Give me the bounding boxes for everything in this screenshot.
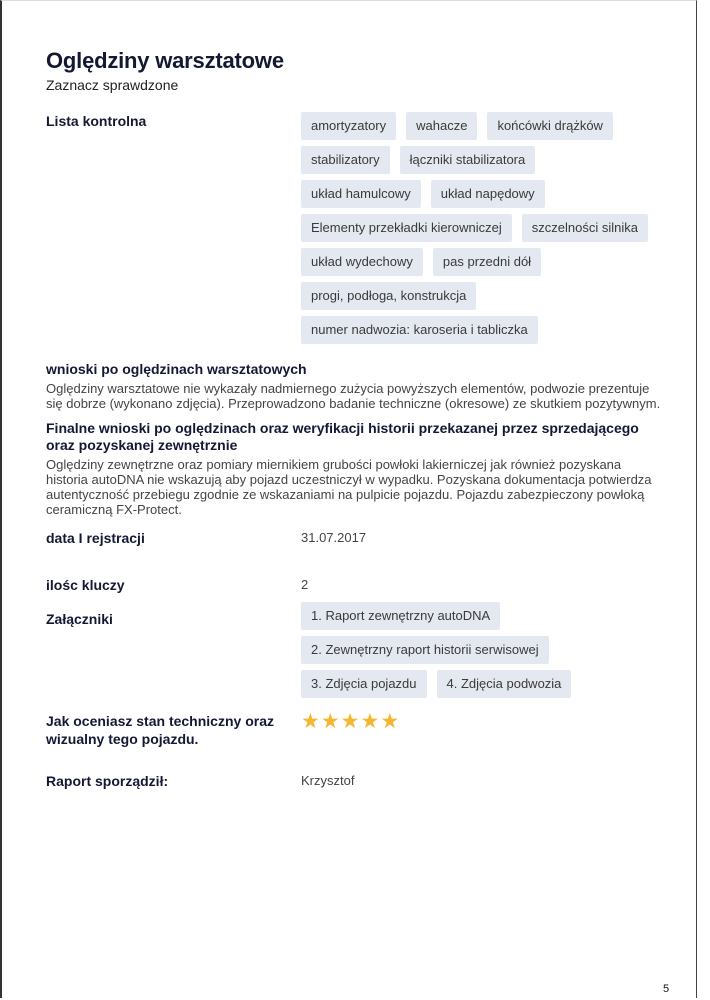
registration-label: data I rejstracji xyxy=(46,530,145,546)
checklist-chip: końcówki drążków xyxy=(487,112,613,140)
attachment-chip: 3. Zdjęcia pojazdu xyxy=(301,670,427,698)
author-label: Raport sporządził: xyxy=(46,773,169,789)
checklist-chip: pas przedni dół xyxy=(433,248,541,276)
conclusions-text: Oględziny warsztatowe nie wykazały nadmiernego zużycia powyższych elementów, podwozie prezentuje się dobrze (wykonano zdjęcia). Przeprowadzono badanie techniczne (okresowe) ze skutkiem pozytywnym. xyxy=(46,381,661,411)
checklist-chip: numer nadwozia: karoseria i tabliczka xyxy=(301,316,538,344)
checklist-chip: stabilizatory xyxy=(301,146,390,174)
rating-stars xyxy=(301,712,399,748)
keys-label: ilośc kluczy xyxy=(46,577,125,593)
checklist-label: Lista kontrolna xyxy=(46,113,147,129)
checklist-chip: wahacze xyxy=(406,112,477,140)
checklist-chip: Elementy przekładki kierowniczej xyxy=(301,214,512,242)
registration-row xyxy=(46,529,661,547)
final-text: Oględziny zewnętrzne oraz pomiary miernikiem grubości powłoki lakierniczej jak również pozyskana historia autoDNA nie wskazują aby pojazd uczestniczył w wypadku. Pozyskana dokumentacja potwierdza autentyczność przebiegu zgodnie ze wskazaniami na pulpicie pojazdu. Pojazdu zabezpieczony powłoką ceramiczną FX-Protect. xyxy=(46,457,652,517)
checklist-chip: szczelności silnika xyxy=(522,214,648,242)
rating-row xyxy=(46,712,661,748)
checklist-chip: układ napędowy xyxy=(431,180,545,208)
attachment-chip: 1. Raport zewnętrzny autoDNA xyxy=(301,602,500,630)
attachments-items xyxy=(301,602,601,698)
checklist-chip: układ hamulcowy xyxy=(301,180,421,208)
author-value: Krzysztof xyxy=(301,773,355,788)
attachments-section xyxy=(46,602,661,698)
registration-value: 31.07.2017 xyxy=(301,530,367,545)
page-number: 5 xyxy=(663,983,670,995)
checklist-chip: układ wydechowy xyxy=(301,248,423,276)
checklist-chip: amortyzatory xyxy=(301,112,396,140)
author-row xyxy=(46,772,661,790)
keys-row xyxy=(46,576,661,594)
checklist-section xyxy=(46,112,661,344)
final-heading: Finalne wnioski po oględzinach oraz weryfikacji historii przekazanej przez sprzedającego oraz pozyskanej zewnętrznie xyxy=(46,420,639,453)
star-icon: ★ xyxy=(301,710,320,733)
star-icon: ★ xyxy=(360,710,380,733)
page-content xyxy=(46,48,661,790)
attachment-chip: 2. Zewnętrzny raport historii serwisowej xyxy=(301,636,549,664)
star-icon: ★ xyxy=(380,710,400,733)
star-icon: ★ xyxy=(320,710,340,733)
attachment-chip: 4. Zdjęcia podwozia xyxy=(437,670,572,698)
conclusions-section xyxy=(46,361,661,411)
star-icon: ★ xyxy=(340,710,360,733)
page-subtitle: Zaznacz sprawdzone xyxy=(46,77,179,93)
final-section xyxy=(46,420,661,517)
keys-value: 2 xyxy=(301,577,309,592)
rating-label: Jak oceniasz stan techniczny oraz wizualny tego pojazdu. xyxy=(46,713,274,747)
attachments-label: Załączniki xyxy=(46,611,113,627)
checklist-chip: progi, podłoga, konstrukcja xyxy=(301,282,476,310)
checklist-items xyxy=(301,112,661,344)
conclusions-heading: wnioski po oględzinach warsztatowych xyxy=(46,361,307,377)
checklist-chip: łączniki stabilizatora xyxy=(400,146,536,174)
page-title: Oględziny warsztatowe xyxy=(46,48,284,73)
